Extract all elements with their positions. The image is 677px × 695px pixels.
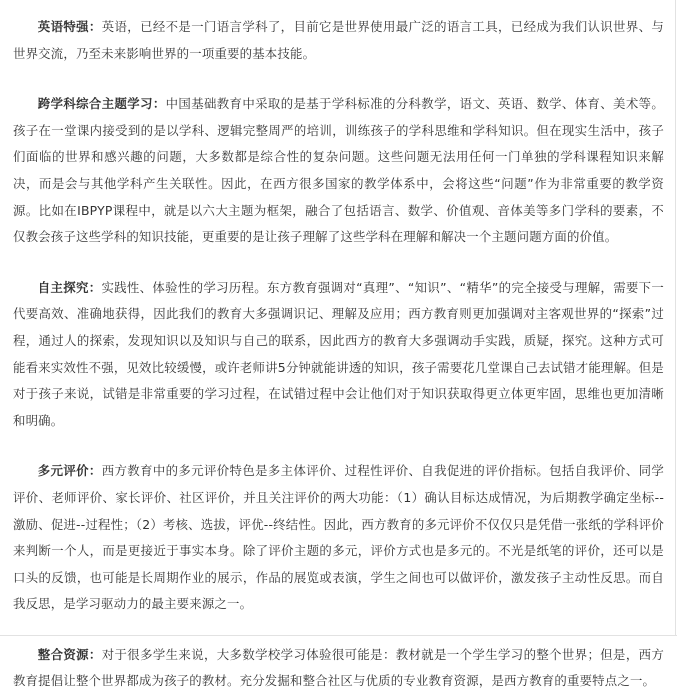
paragraph-body: 英语，已经不是一门语言学科了，目前它是世界使用最广泛的语言工具，已经成为我们认识世界、与世界交流，乃至未来影响世界的一项重要的基本技能。 — [13, 19, 664, 61]
paragraph-body: 实践性、体验性的学习历程。东方教育强调对“真理”、“知识”、“精华”的完全接受与理解，需要下一代要高效、准确地获得，因此我们的教育大多强调识记、理解及应用；西方教育则更加强调对主客观世界的“探索”过程，通过人的探索，发现知识以及知识与自己的联系，因此西方的教育大多强调动手实践，质疑，探究。这种方式可能看来实效性不强，见效比较缓慢，或许老师讲5分钟就能讲透的知识，孩子需要花几堂课自己去试错才能理解。但是对于孩子来说，试错是非常重要的学习过程，在试错过程中会让他们对于知识获取得更立体更牢固，思维也更加清晰和明确。 — [13, 279, 664, 428]
paragraph-heading: 英语特强： — [37, 19, 102, 34]
paragraph-english — [13, 14, 664, 67]
paragraph-body: 中国基础教育中采取的是基于学科标准的分科教学，语文、英语、数学、体育、美术等。孩子在一堂课内接受到的是以学科、逻辑完整周严的培训，训练孩子的学科思维和学科知识。但在现实生活中，孩子们面临的世界和感兴趣的问题，大多数都是综合性的复杂问题。这些问题无法用任何一门单独的学科课程知识来解决，而是会与其他学科产生关联性。因此，在西方很多国家的教学体系中，会将这些“问题”作为非常重要的教学资源。比如在IBPYP课程中，就是以六大主题为框架，融合了包括语言、数学、价值观、音体美等多门学科的要素，不仅教会孩子这些学科的知识技能，更重要的是让孩子理解了这些学科在理解和解决一个主题问题方面的价值。 — [13, 96, 664, 245]
paragraph-heading: 跨学科综合主题学习： — [37, 96, 166, 112]
paragraph-heading: 整合资源： — [37, 646, 102, 662]
paragraph-body: 对于很多学生来说，大多数学校学习体验很可能是：教材就是一个学生学习的整个世界；但是，西方教育提倡让整个世界都成为孩子的教材。充分发掘和整合社区与优质的专业教育资源，是西方教育的重要特点之一。 — [13, 646, 664, 689]
paragraph-body: 西方教育中的多元评价特色是多主体评价、过程性评价、自我促进的评价指标。包括自我评价、同学评价、老师评价、家长评价、社区评价，并且关注评价的两大功能：（1）确认目标达成情况，为后期教学确定坐标--激励、促进--过程性；（2）考核、选拔，评优--终结性。因此，西方教育的多元评价不仅仅只是凭借一张纸的学科评价来判断一个人，而是更接近于事实本身。除了评价主题的多元，评价方式也是多元的。不光是纸笔的评价，还可以是口头的反馈，也可能是长周期作业的展示，作品的展览或表演，学生之间也可以做评价，激发孩子主动性反思。而自我反思，是学习驱动力的最主要来源之一。 — [13, 463, 664, 612]
paragraph-inquiry — [13, 275, 664, 435]
paragraph-heading: 自主探究： — [37, 279, 102, 295]
frame-divider-right — [675, 0, 676, 636]
paragraph-heading: 多元评价： — [37, 463, 102, 479]
paragraph-resources — [13, 642, 664, 695]
paragraph-evaluation — [13, 458, 664, 618]
paragraph-interdisciplinary — [13, 91, 664, 251]
